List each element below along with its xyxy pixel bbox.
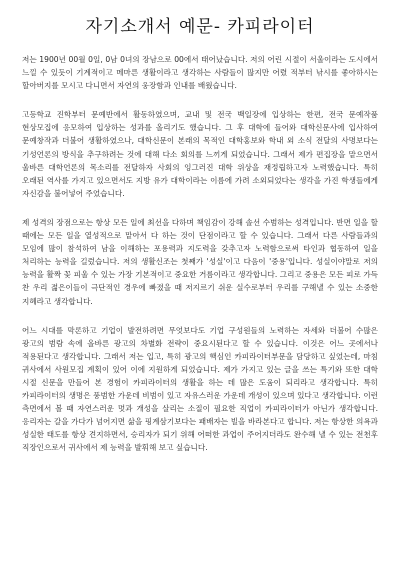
paragraph-school-activities: 고등학교 진학부터 문예반에서 활동하였으며, 교내 및 전국 백일장에 입상하는 한편, 전국 문예작품 현상모집에 응모하여 입상하는 성과를 올리기도 했습니다. 그 후 대학에 들어와 대학신문사에 입사하여 문예창작과 더불어 생활하였으나, 대학신문이 본래의 목적인 대학홍보와 학내 외 소식 전달의 사명보다는 기성언론의 방식을 추구하려는 것에 대해 다소 회의를 느끼게 되었습니다. 그래서 제가 편집장을 맡으면서 울바른 대학언론의 목소리를 전달하자 사회의 잉그러진 대학 위상을 재정립하고자 노력했습니다. 특히 오래된 역사를 가지고 있으면서도 지방 유가 대학이라는 이름에 가려 소외되었다는 생각을 가진 학생들에게 자신감을 불어넣어 주었습니다. xyxy=(22,110,378,198)
paragraph-introduction: 저는 1900년 00월 0일, 0남 0녀의 장남으로 00에서 태어났습니다. 저의 어린 시절이 서울이라는 도시에서 느낄 수 있듯이 기계적이고 메마른 생활이라고 생각하는 사람들이 많지만 어렸 적부터 낚시를 좋아하시는 할아버지를 모시고 다니면서 자연의 웅장함과 인내를 배웠습니다. xyxy=(22,55,378,91)
paragraph-personality: 제 성격의 장점으로는 항상 모든 일에 최선을 다하며 책임감이 강해 솔선 수범하는 성격입니다. 반면 일을 할 때에는 모든 일을 열성적으로 맡아서 다 하는 것이 단점이라고 할 수 있습니다. 그래서 다른 사람들과의 모임에 많이 참석하여 남을 이해하는 포용력과 지도력을 갖추고자 노력함으로써 타인과 협동하여 일을 처리하는 능력을 길렀습니다. 저의 생활신조는 첫째가 '성실'이고 다음이 '중용'입니다. 성실이야말로 저의 능력을 활짝 꽃 피울 수 있는 가장 기본적이고 중요한 거름이라고 생각합니다. 그리고 중용은 모든 피로 가득 찬 우리 젊은이들이 극단적인 경우에 빠졌을 때 저지르기 쉬운 실수로부터 우리를 구해낼 수 있는 소중한 지혜라고 생각합니다. xyxy=(22,217,378,306)
page-title: 자기소개서 예문- 카피라이터 xyxy=(85,17,315,37)
paragraph-motivation: 어느 시대를 막론하고 기업이 발전하려면 무엇보다도 기업 구성원들의 노력하는 자세와 더불어 수많은 광고의 범람 속에 올바른 광고의 차별화 전략이 중요시된다고 할 수 있습니다. 이것은 어느 곳에서나 적용된다고 생각합니다. 그래서 저는 입고, 특히 광고의 핵심인 카피라이터부문을 담당하고 싶었는데, 마침 귀사에서 사원모집 계획이 있어 이에 지원하게 되었습니다. 제가 가지고 있는 글을 쓰는 특기와 또한 대학 시절 신문을 만들어 본 경험이 카피라이터의 생활을 하는 데 많은 도움이 되리라고 생각합니다. 특히 카피라이터의 생명은 풍범한 가운데 비범이 있고 자유스러운 가운데 개성이 있으며 있다고 생각합니다. 이런 측면에서 볼 때 자연스러운 멋과 개성을 살리는 소질이 필요한 직업이 카피라이터가 아닌가 생각합니다. 응리자는 갈을 가다가 넘어지면 삶을 핑계삼기보다는 패배자는 빌을 바라본다고 합니다. 저는 항상한 의욕과 성실한 태도를 항상 견지하면서, 승리자가 되기 위해 어떠한 과업이 주어지더라도 완수해 낼 수 있는 전천후 직장인으로서 귀사에서 제 능력을 발휘해 보고 싶습니다. xyxy=(22,325,378,453)
